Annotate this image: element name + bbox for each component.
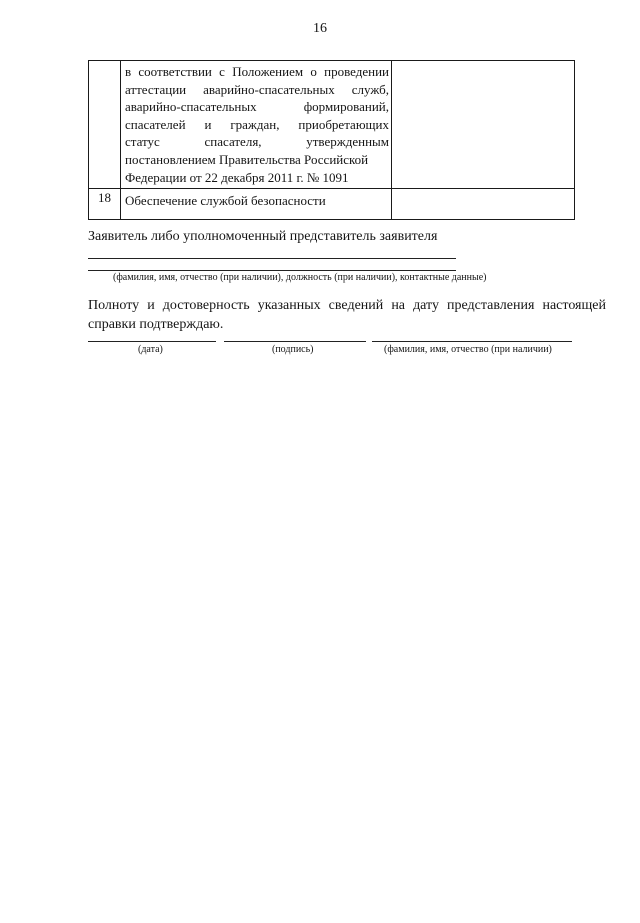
signature-caption: (подпись) — [272, 344, 314, 355]
description-line: Федерации от 22 декабря 2011 г. № 1091 — [125, 169, 349, 185]
description-line: статус спасателя, утвержденным — [125, 134, 389, 150]
row-description-cell: Обеспечение службой безопасности — [121, 189, 392, 220]
description-line: аттестации аварийно-спасательных служб, — [125, 81, 389, 97]
row-value-cell — [392, 61, 575, 189]
table-row — [89, 61, 575, 189]
date-line — [88, 341, 216, 342]
page-number: 16 — [313, 21, 327, 36]
confirmation-text: Полноту и достоверность указанных сведений на дату представления настоящей справки подтверждаю. — [88, 298, 606, 332]
name-caption: (фамилия, имя, отчество (при наличии) — [384, 344, 552, 355]
applicant-label: Заявитель либо уполномоченный представитель заявителя — [88, 229, 438, 244]
table-row — [89, 189, 575, 220]
description-line: аварийно-спасательных формирований, — [125, 99, 389, 115]
row-number-cell — [89, 61, 121, 189]
description-line: в соответствии с Положением о проведении — [125, 64, 389, 79]
row-value-cell — [392, 189, 575, 220]
applicant-signature-line-2 — [88, 270, 456, 271]
services-table — [88, 60, 575, 220]
applicant-caption: (фамилия, имя, отчество (при наличии), должность (при наличии), контактные данные) — [113, 272, 487, 283]
signature-line — [224, 341, 366, 342]
description-line: постановлением Правительства Российской — [125, 151, 369, 167]
name-line — [372, 341, 572, 342]
applicant-signature-line-1 — [88, 258, 456, 259]
date-caption: (дата) — [138, 344, 163, 355]
description-line: спасателей и граждан, приобретающих — [125, 116, 389, 132]
row-description-cell — [121, 61, 392, 189]
row-number-cell: 18 — [89, 189, 121, 220]
